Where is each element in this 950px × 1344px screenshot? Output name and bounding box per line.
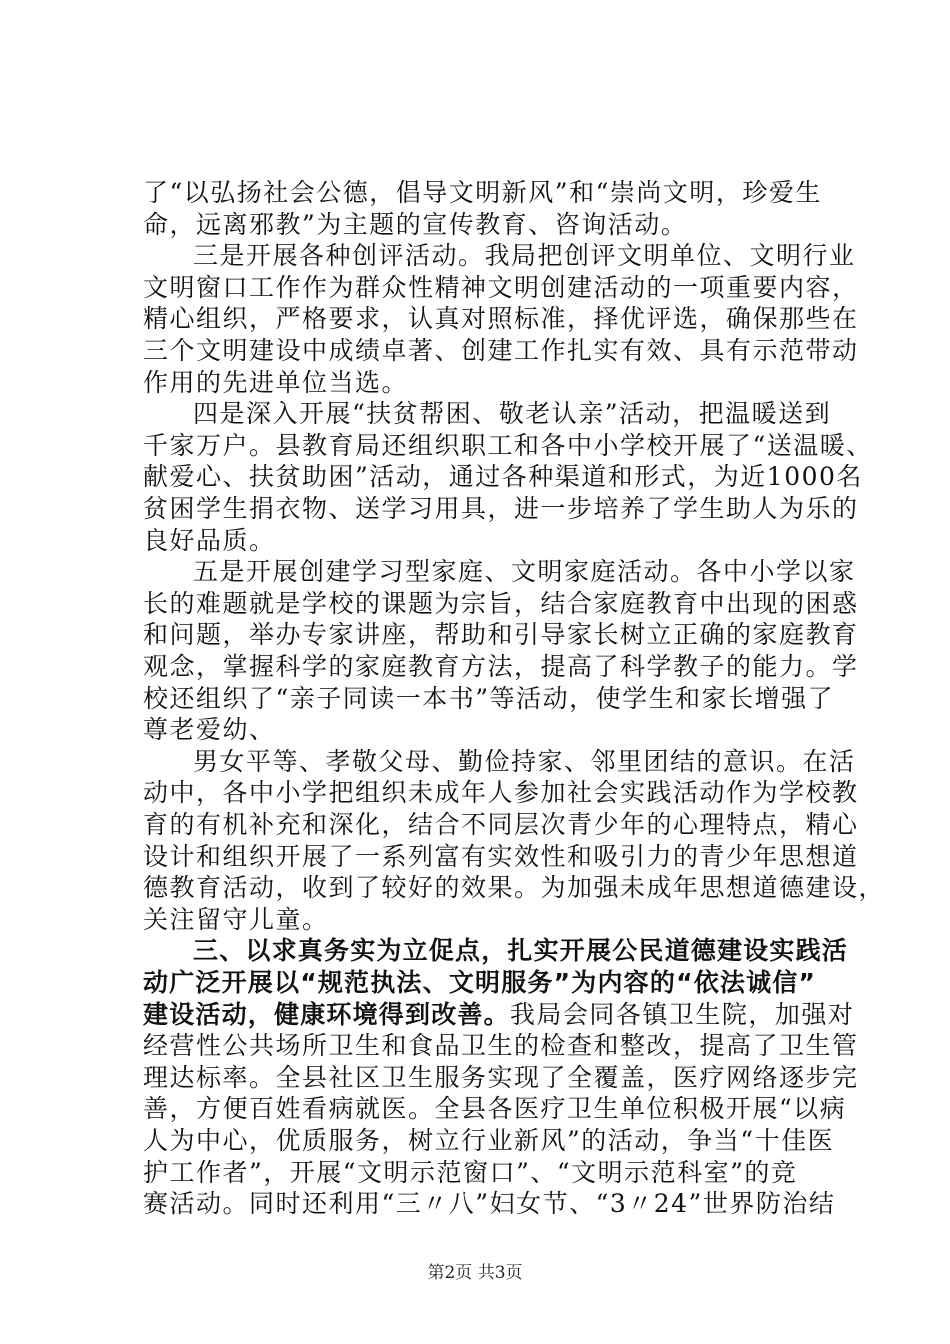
text-line: 人为中心，优质服务，树立行业新风”的活动，争当“十佳医 xyxy=(143,1126,835,1155)
text-line: 善，方便百姓看病就医。全县各医疗卫生单位积极开展“以病 xyxy=(143,1094,847,1124)
text-line: 献爱心、扶贫助困”活动，通过各种渠道和形式，为近1000名 xyxy=(143,462,863,492)
text-line: 千家万户。县教育局还组织职工和各中小学校开展了“送温暖、 xyxy=(143,430,873,460)
text-line: 文明窗口工作作为群众性精神文明创建活动的一项重要内容， xyxy=(143,272,859,302)
text-line: 四是深入开展“扶贫帮困、敬老认亲”活动，把温暖送到 xyxy=(193,399,832,429)
text-line: 了“以弘扬社会公德，倡导文明新风”和“崇尚文明，珍爱生 xyxy=(143,178,822,207)
text-line: 动中，各中小学把组织未成年人参加社会实践活动作为学校教 xyxy=(143,778,859,808)
text-line: 德教育活动，收到了较好的效果。为加强未成年思想道德建设， xyxy=(143,873,886,903)
text-line xyxy=(143,997,855,1033)
section-heading-tail: 建设活动，健康环境得到改善。 xyxy=(143,999,510,1029)
text-line: 育的有机补充和深化，结合不同层次青少年的心理特点，精心 xyxy=(143,810,859,839)
text-line: 良好品质。 xyxy=(143,525,276,555)
text-line: 贫困学生捐衣物、送学习用具，进一步培养了学生助人为乐的 xyxy=(143,494,859,523)
text-line: 设计和组织开展了一系列富有实效性和吸引力的青少年思想道 xyxy=(143,841,859,871)
text-line: 尊老爱幼、 xyxy=(143,715,276,745)
text-line: 精心组织，严格要求，认真对照标准，择优评选，确保那些在 xyxy=(143,304,859,334)
text-line: 长的难题就是学校的课题为宗旨，结合家庭教育中出现的困惑 xyxy=(143,588,859,618)
text-line: 和问题，举办专家讲座，帮助和引导家长树立正确的家庭教育 xyxy=(143,620,859,650)
text-span: 我局会同各镇卫生院，加强对 xyxy=(509,999,855,1029)
text-line: 三个文明建设中成绩卓著、创建工作扎实有效、具有示范带动 xyxy=(143,336,859,365)
text-line: 男女平等、孝敬父母、勤俭持家、邻里团结的意识。在活 xyxy=(193,746,856,776)
text-line: 三是开展各种创评活动。我局把创评文明单位、文明行业 xyxy=(193,241,856,271)
text-line: 赛活动。同时还利用“三〃八”妇女节、“3〃24”世界防治结 xyxy=(143,1189,836,1219)
text-line: 经营性公共场所卫生和食品卫生的检查和整改，提高了卫生管 xyxy=(143,1031,859,1061)
text-line: 五是开展创建学习型家庭、文明家庭活动。各中小学以家 xyxy=(193,557,856,587)
text-line: 作用的先进单位当选。 xyxy=(143,367,409,397)
text-line: 护工作者”，开展“文明示范窗口”、“文明示范科室”的竞 xyxy=(143,1157,798,1187)
page-footer: 第2页 共3页 xyxy=(427,1262,523,1283)
text-line: 校还组织了“亲子同读一本书”等活动，使学生和家长增强了 xyxy=(143,683,835,713)
text-line: 命，远离邪教”为主题的宣传教育、咨询活动。 xyxy=(143,209,688,239)
section-heading-line: 三、以求真务实为立促点，扎实开展公民道德建设实践活 xyxy=(193,936,849,966)
section-heading-line: 动广泛开展以“规范执法、文明服务”为内容的“依法诚信” xyxy=(143,968,817,997)
text-line: 观念，掌握科学的家庭教育方法，提高了科学教子的能力。学 xyxy=(143,652,859,681)
text-line: 关注留守儿童。 xyxy=(143,904,329,934)
text-line: 理达标率。全县社区卫生服务实现了全覆盖，医疗网络逐步完 xyxy=(143,1062,859,1092)
